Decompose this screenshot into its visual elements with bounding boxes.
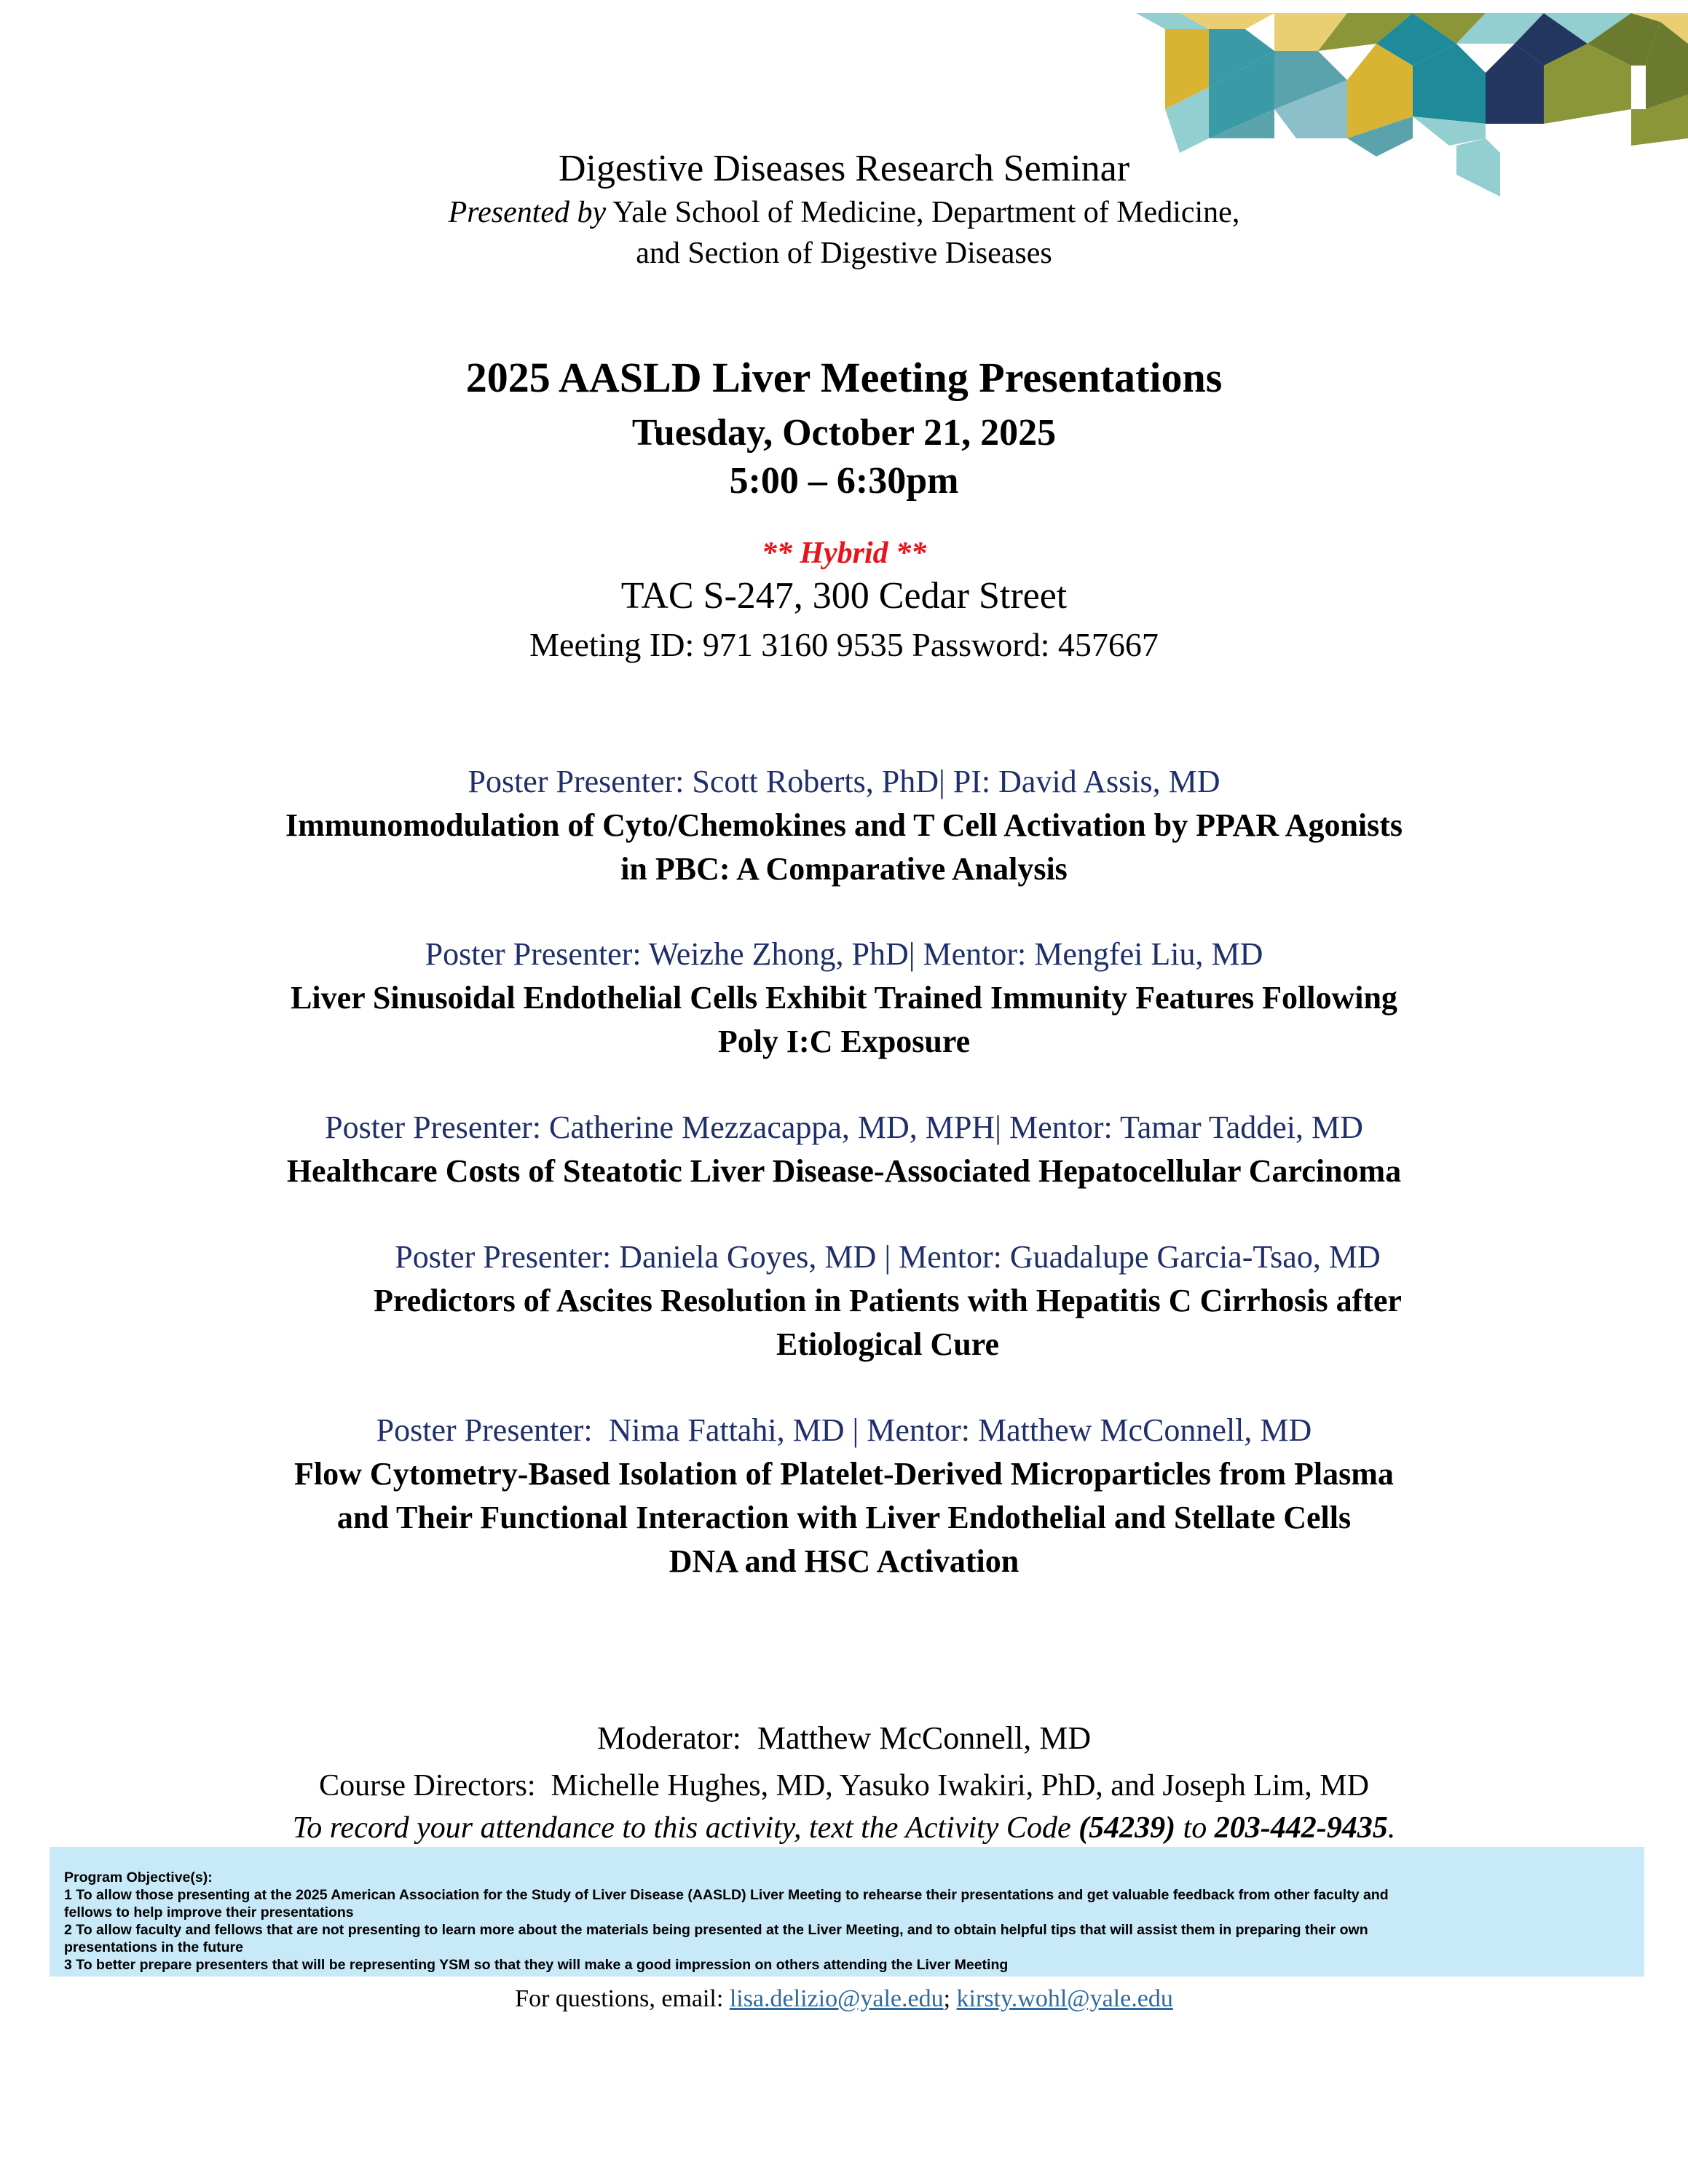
presenter-line: Poster Presenter: Weizhe Zhong, PhD| Mentor: Mengfei Liu, MD (425, 936, 1263, 972)
presentation-title-line: Etiological Cure (776, 1326, 999, 1362)
attendance-phone: 203-442-9435 (1214, 1811, 1388, 1845)
presentation-item (0, 1106, 1688, 1193)
objective-line: 1 To allow those presenting at the 2025 American Association for the Study of Liver Disease (AASLD) Liver Meeting to rehearse their presentations and get valuable feedback from other faculty and (64, 1887, 1389, 1903)
presented-by-line-2: and Section of Digestive Diseases (636, 237, 1052, 270)
presentation-title-line: Healthcare Costs of Steatotic Liver Disease-Associated Hepatocellular Carcinoma (286, 1153, 1402, 1189)
event-date: Tuesday, October 21, 2025 (631, 412, 1057, 454)
objectives-heading: Program Objective(s): (64, 1870, 213, 1886)
objective-line: presentations in the future (64, 1939, 243, 1955)
presentation-item (0, 1409, 1688, 1583)
presentation-title-line: DNA and HSC Activation (669, 1543, 1019, 1579)
attendance-text: To record your attendance to this activity, text the Activity Code (292, 1811, 1079, 1845)
presenter-line: Poster Presenter: Catherine Mezzacappa, MD, MPH| Mentor: Tamar Taddei, MD (325, 1109, 1363, 1145)
event-title: 2025 AASLD Liver Meeting Presentations (465, 354, 1223, 401)
contact-prefix: For questions, email: (515, 1985, 730, 2012)
presentation-item (0, 933, 1688, 1064)
presentation-item (0, 760, 1688, 891)
presented-by-line (0, 192, 1688, 233)
email-link-kirsty[interactable]: kirsty.wohl@yale.edu (956, 1985, 1173, 2012)
presented-by-prefix: Presented by (448, 196, 607, 229)
presentation-title-line: in PBC: A Comparative Analysis (620, 851, 1068, 887)
presenter-line: Poster Presenter: Scott Roberts, PhD| PI: David Assis, MD (468, 764, 1220, 799)
presentation-title-line: Predictors of Ascites Resolution in Patients with Hepatitis C Cirrhosis after (374, 1283, 1402, 1318)
presentation-title-line: Flow Cytometry-Based Isolation of Platelet-Derived Microparticles from Plasma (294, 1456, 1394, 1492)
presenter-line: Poster Presenter: Daniela Goyes, MD | Mentor: Guadalupe Garcia-Tsao, MD (395, 1239, 1381, 1275)
course-directors-line: Course Directors: Michelle Hughes, MD, Yasuko Iwakiri, PhD, and Joseph Lim, MD (319, 1769, 1369, 1803)
event-location: TAC S-247, 300 Cedar Street (620, 575, 1068, 617)
objective-line: 2 To allow faculty and fellows that are not presenting to learn more about the materials being presented at the Liver Meeting, and to obtain helpful tips that will assist them in preparing their own (64, 1922, 1368, 1938)
objective-line: fellows to help improve their presentations (64, 1904, 354, 1920)
seminar-title: Digestive Diseases Research Seminar (558, 148, 1130, 189)
objective-line: 3 To better prepare presenters that will be representing YSM so that they will make a good impression on others attending the Liver Meeting (64, 1957, 1009, 1973)
event-time: 5:00 – 6:30pm (729, 460, 959, 502)
attendance-instructions (0, 1807, 1688, 1849)
attendance-text-end: . (1387, 1811, 1396, 1845)
presentation-title-line: and Their Functional Interaction with Liver Endothelial and Stellate Cells (336, 1500, 1352, 1535)
presentation-title-line: Poly I:C Exposure (717, 1024, 971, 1059)
meeting-id: Meeting ID: 971 3160 9535 Password: 457667 (529, 626, 1159, 663)
attendance-text-mid: to (1175, 1811, 1215, 1845)
presenter-line: Poster Presenter: Nima Fattahi, MD | Mentor: Matthew McConnell, MD (376, 1412, 1312, 1448)
presentation-title-line: Liver Sinusoidal Endothelial Cells Exhibit Trained Immunity Features Following (291, 980, 1397, 1016)
email-link-lisa[interactable]: lisa.delizio@yale.edu (729, 1985, 944, 2012)
seminar-header (0, 146, 1688, 274)
contact-line (0, 1982, 1688, 2017)
moderator-line: Moderator: Matthew McConnell, MD (596, 1720, 1092, 1756)
contact-separator: ; (943, 1985, 957, 2012)
program-objectives-box (50, 1847, 1644, 1977)
activity-code: (54239) (1078, 1811, 1176, 1845)
presentation-title-line: Immunomodulation of Cyto/Chemokines and T Cell Activation by PPAR Agonists (285, 807, 1403, 843)
presentation-item (44, 1235, 1688, 1366)
hybrid-format-label: ** Hybrid ** (761, 537, 927, 570)
presented-by-organization: Yale School of Medicine, Department of Medicine, (606, 196, 1240, 229)
